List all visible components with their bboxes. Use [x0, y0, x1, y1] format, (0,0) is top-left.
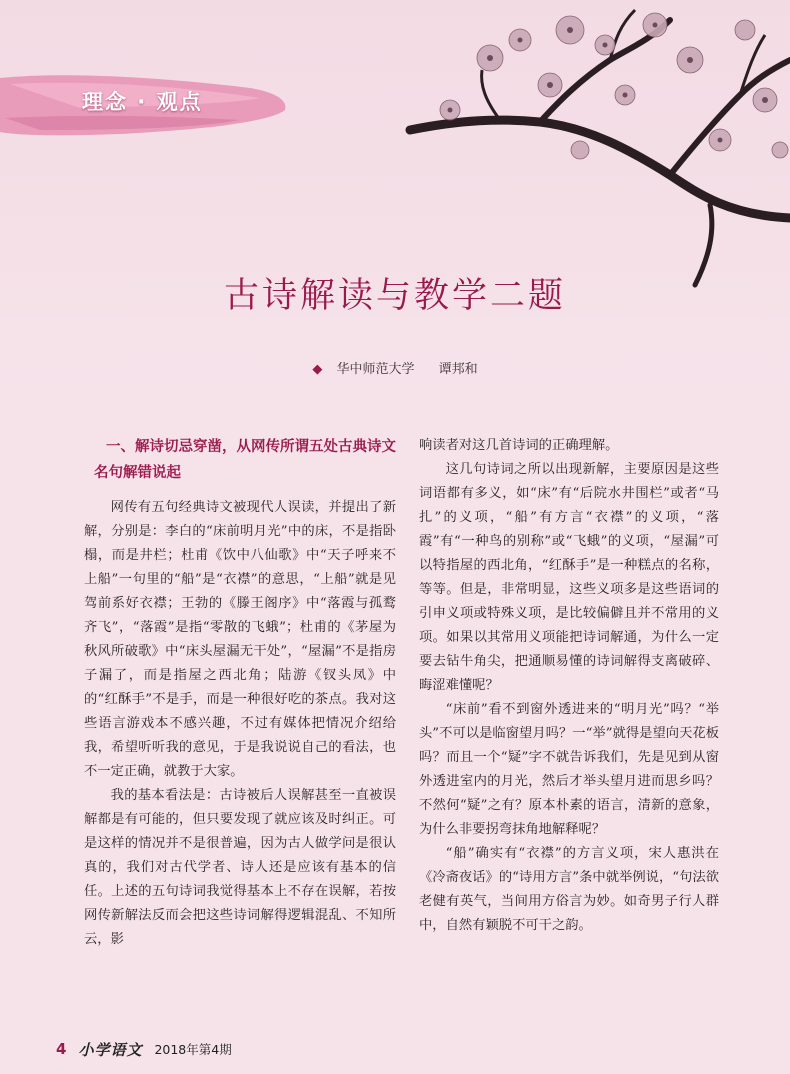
page-number: 4 — [56, 1040, 67, 1058]
author-name: 谭邦和 — [438, 362, 478, 377]
author-affiliation: 华中师范大学 — [336, 362, 415, 377]
journal-name: 小学语文 — [78, 1040, 143, 1059]
paragraph: 这几句诗词之所以出现新解，主要原因是这些词语都有多义，如“床”有“后院水井围栏”或者“马扎”的义项，“船”有方言“衣襟”的义项，“落霞”有“一种鸟的别称”或“飞蛾”的义项，“屋漏”可以特指屋的西北角，“红酥手”是一种糕点的名称，等等。但是，非常明显，这些义项多是这些语词的引申义项或特殊义项，是比较偏僻且并不常用的义项。如果以其常用义项能把诗词解通，为什么一定要去钻牛角尖，把通顺易懂的诗词解得支离破碎、晦涩难懂呢？ — [419, 462, 719, 693]
left-column — [84, 434, 396, 952]
paragraph: “床前”看不到窗外透进来的“明月光”吗？“举头”不可以是临窗望月吗？一“举”就得是望向天花板吗？而且一个“疑”字不就告诉我们，先是见到从窗外透进室内的月光，然后才举头望月进而思乡吗？不然何“疑”之有？原本朴素的语言，清新的意象，为什么非要拐弯抹角地解释呢？ — [419, 702, 719, 837]
article-title: 古诗解读与教学二题 — [223, 276, 566, 316]
section-tag: 理念 · 观点 — [82, 90, 203, 114]
issue-label: 2018年第4期 — [154, 1042, 232, 1057]
paragraph: 我的基本看法是：古诗被后人误解甚至一直被误解都是有可能的，但只要发现了就应该及时纠正。可是这样的情况并不是很普遍，因为古人做学问是很认真的，我们对古代学者、诗人还是应该有基本的信任。上述的五句诗词我觉得基本上不存在误解，若按网传新解法反而会把这些诗词解得逻辑混乱、不知所云，影 — [84, 788, 396, 947]
section-heading: 一、解诗切忌穿凿，从网传所谓五处古典诗文名句解错说起 — [94, 439, 396, 481]
paragraph: 响读者对这几首诗词的正确理解。 — [419, 438, 619, 453]
plum-blossom-branch-illustration — [370, 0, 790, 290]
page-footer — [56, 1038, 232, 1060]
paragraph: 网传有五句经典诗文被现代人误读，并提出了新解，分别是：李白的“床前明月光”中的床，不是指卧榻，而是井栏；杜甫《饮中八仙歌》中“天子呼来不上船”一句里的“船”是“衣襟”的意思，“上船”就是见驾前系好衣襟；王勃的《滕王阁序》中“落霞与孤鹜齐飞”，“落霞”是指“零散的飞蛾”；杜甫的《茅屋为秋风所破歌》中“床头屋漏无干处”，“屋漏”不是指房子漏了，而是指屋之西北角；陆游《钗头凤》中的“红酥手”不是手，而是一种很好吃的茶点。我对这些语言游戏本不感兴趣，不过有媒体把情况介绍给我，希望听听我的意见，于是我说说自己的看法，也不一定正确，就教于大家。 — [84, 500, 396, 779]
diamond-bullet-icon: ◆ — [312, 362, 323, 377]
byline — [0, 358, 790, 377]
right-column — [419, 434, 719, 938]
paragraph: “船”确实有“衣襟”的方言义项，宋人惠洪在《冷斋夜话》的“诗用方言”条中就举例说，“句法欲老健有英气，当间用方俗言为妙。如奇男子行人群中，自然有颖脱不可干之韵。 — [419, 846, 719, 933]
